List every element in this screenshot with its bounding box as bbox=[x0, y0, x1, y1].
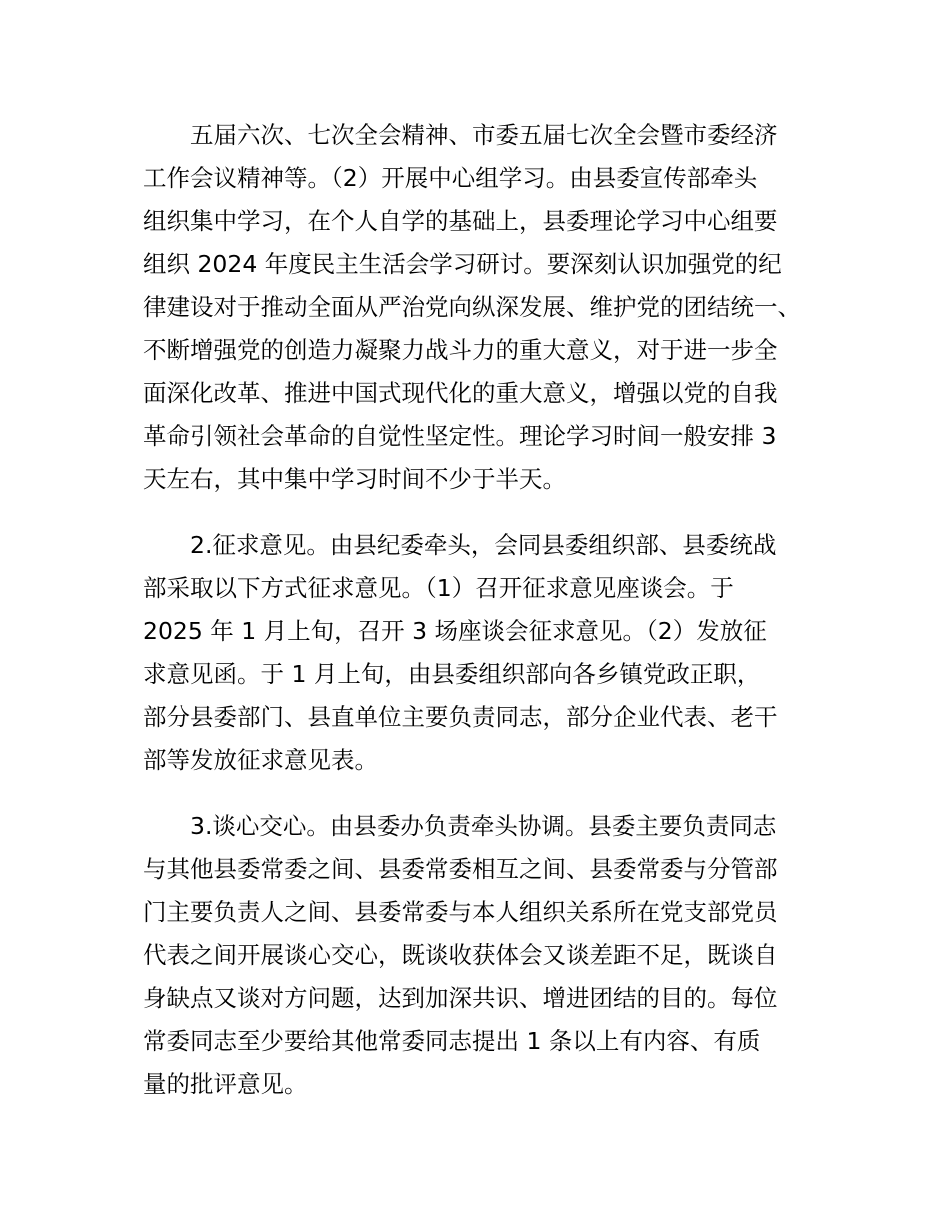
text-line: 量的批评意见。 bbox=[143, 1070, 308, 1098]
paragraph-solicit-opinions bbox=[143, 524, 833, 782]
text-line: 与其他县委常委之间、县委常委相互之间、县委常委与分管部 bbox=[143, 855, 778, 883]
text-line: 部采取以下方式征求意见。（1）召开征求意见座谈会。于 bbox=[143, 574, 734, 602]
text-line: 身缺点又谈对方问题，达到加深共识、增进团结的目的。每位 bbox=[143, 984, 778, 1012]
text-line: 组织集中学习，在个人自学的基础上，县委理论学习中心组要 bbox=[143, 207, 778, 235]
text-line: 五届六次、七次全会精神、市委五届七次全会暨市委经济 bbox=[190, 121, 778, 149]
text-line: 3.谈心交心。由县委办负责牵头协调。县委主要负责同志 bbox=[190, 812, 777, 840]
text-line: 常委同志至少要给其他常委同志提出 1 条以上有内容、有质 bbox=[143, 1027, 761, 1055]
document-body bbox=[143, 114, 833, 1129]
text-line: 面深化改革、推进中国式现代化的重大意义，增强以党的自我 bbox=[143, 379, 778, 407]
text-line: 2025 年 1 月上旬，召开 3 场座谈会征求意见。（2）发放征 bbox=[143, 617, 767, 645]
text-line: 律建设对于推动全面从严治党向纵深发展、维护党的团结统一、 bbox=[143, 293, 801, 321]
text-line: 工作会议精神等。（2）开展中心组学习。由县委宣传部牵头 bbox=[143, 164, 758, 192]
text-line: 求意见函。于 1 月上旬，由县委组织部向各乡镇党政正职， bbox=[143, 660, 761, 688]
text-line: 2.征求意见。由县纪委牵头，会同县委组织部、县委统战 bbox=[190, 531, 777, 559]
text-line: 代表之间开展谈心交心，既谈收获体会又谈差距不足，既谈自 bbox=[143, 941, 778, 969]
text-line: 部等发放征求意见表。 bbox=[143, 746, 378, 774]
text-line: 门主要负责人之间、县委常委与本人组织关系所在党支部党员 bbox=[143, 898, 778, 926]
paragraph-study bbox=[143, 114, 833, 501]
paragraph-heart-to-heart bbox=[143, 805, 833, 1106]
text-line: 革命引领社会革命的自觉性坚定性。理论学习时间一般安排 3 bbox=[143, 422, 777, 450]
text-line: 组织 2024 年度民主生活会学习研讨。要深刻认识加强党的纪 bbox=[143, 250, 782, 278]
text-line: 不断增强党的创造力凝聚力战斗力的重大意义，对于进一步全 bbox=[143, 336, 778, 364]
text-line: 天左右，其中集中学习时间不少于半天。 bbox=[143, 465, 566, 493]
text-line: 部分县委部门、县直单位主要负责同志，部分企业代表、老干 bbox=[143, 703, 778, 731]
